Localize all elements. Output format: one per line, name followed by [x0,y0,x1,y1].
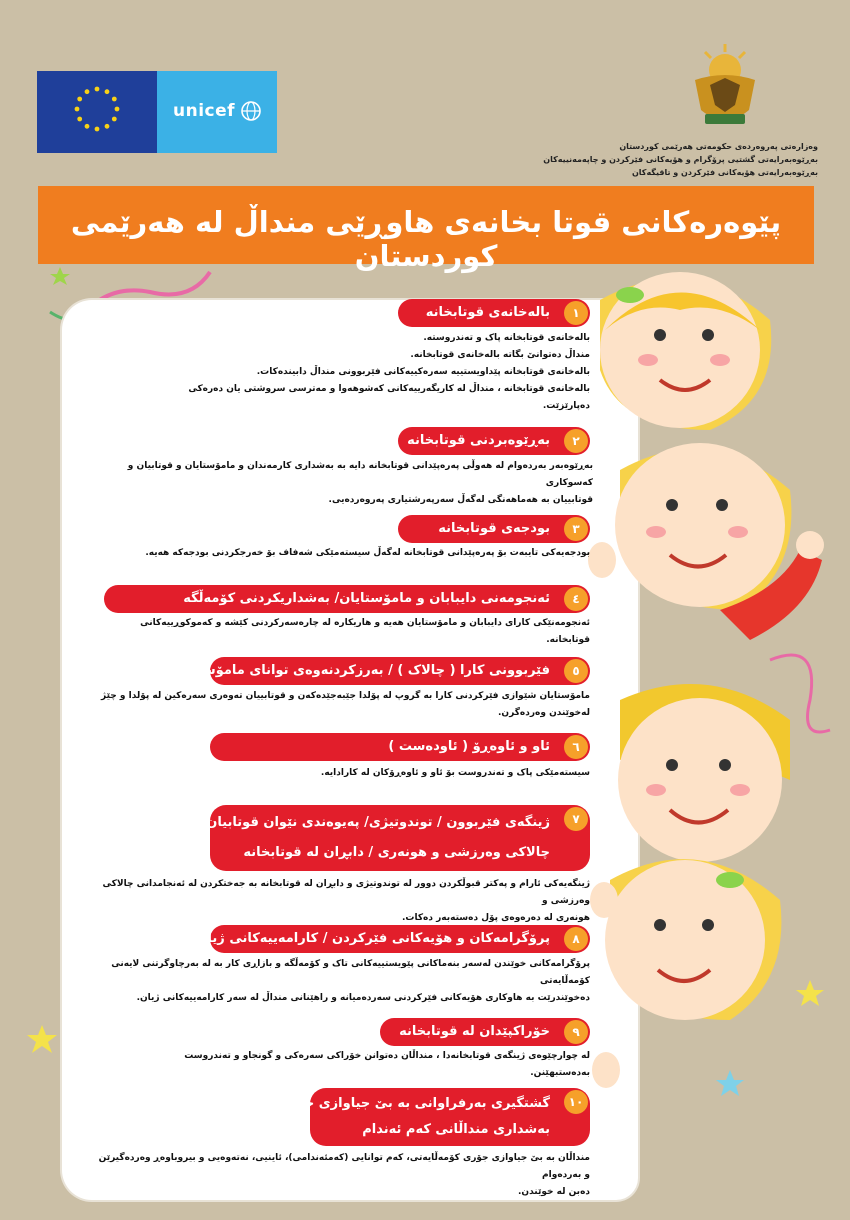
ministry-line: وەزارەتی پەروەردەی حکومەتی هەرێمی کوردستان [619,142,818,151]
section-title: ئەنجومەنی دایبابان و مامۆستایان/ بەشداریکردنی کۆمەڵگە [183,591,550,606]
title-banner [38,186,814,273]
ministry-text [498,140,818,179]
section-6-body [200,765,590,782]
unicef-globe-icon [240,100,262,122]
section-line: بودجەیەکی تایبەت بۆ پەرەپێدانی قوتابخانە لەگەڵ سیستەمێکی شەفاف بۆ خەرجکردنی بودجەکە هەیە. [145,548,590,558]
section-number-badge: ٦ [564,735,588,759]
kurdistan-emblem-icon [675,40,775,140]
unicef-logo [157,71,277,153]
section-7-header [201,805,590,871]
section-10-header [252,1088,590,1146]
partner-logos [37,71,277,153]
section-4-body [95,615,590,649]
section-2-body [95,458,593,509]
section-number-badge: ١ [564,301,588,325]
section-title: بەڕێوەبردنی قوتابخانە [407,433,550,448]
section-title: ژینگەی فێربوون / توندوتیژی/ پەیوەندی نێوان قوتابیان/ [201,815,550,830]
section-8-header [196,925,590,953]
section-3-body [120,545,590,562]
section-line: بالەخانەی قوتابخانە ، منداڵ لە کاریگەرییەکانی کەشوهەوا و مەترسی سروشتی یان دەرەکی دەپارێزێت. [188,384,590,411]
section-8-body [95,956,590,1007]
section-title: گشتگیری بەرفراوانی بە بێ جیاوازی جەندەری/ [252,1096,550,1111]
section-10-body [95,1150,590,1201]
section-9-header [380,1018,590,1046]
section-number-badge: ٥ [564,659,588,683]
section-number-badge: ٧ [564,807,588,831]
section-5-header [171,657,590,685]
section-number-badge: ٢ [564,429,588,453]
section-9-body [150,1048,590,1082]
section-3-header [398,515,590,543]
section-7-body [95,876,590,927]
section-line: منداڵان بە بێ جیاوازی جۆری کۆمەڵایەتی، کەم توانایی (کەمئەندامی)، ئاینیی، نەتەوەیی و بیروباوەڕ وەردەگیرێن و بەردەوام [98,1153,590,1180]
ministry-line: بەڕێوەبەرایەتی هۆیەکانی فێرکردن و تاقیگەکان [631,168,818,177]
section-line: هونەری لە دەرەوەی پۆل دەستەبەر دەکات. [401,913,590,923]
section-4-header [104,585,590,613]
section-number-badge: ٤ [564,587,588,611]
section-title-line2: چالاکی وەرزشی و هونەری / دابڕان لە قوتابخانە [243,845,550,860]
section-title: فێربوونی کارا ( چالاک ) / بەرزکردنەوەی توانای مامۆستایان [171,663,550,678]
section-title: ئاو و ئاوەڕۆ ( ئاودەست ) [388,739,550,754]
section-5-body [75,688,590,722]
section-title: پرۆگرامەکان و هۆیەکانی فێرکردن / کارامەییەکانی ژیان [196,931,550,946]
eu-flag-icon [37,71,157,153]
unicef-logo-text: unicef [173,101,236,121]
star-icon [22,1020,62,1080]
section-number-badge: ٣ [564,517,588,541]
section-line: ژینگەیەکی ئارام و پەکتر قبوڵکردن دوور لە توندوتیژی و دابڕان لە قوتابخانە بە جەختکردن لە ئەنجامدانی چالاکی وەرزشی و [102,879,590,906]
section-title: بالەخانەی قوتابخانە [425,305,550,320]
section-1-body [150,330,590,415]
cartoon-children-illustration [560,260,850,1220]
section-number-badge: ١٠ [564,1090,588,1114]
section-line: لە چوارچێوەی ژینگەی قوتابخانەدا ، منداڵان دەتوانن خۆراکی سەرەکی و گونجاو و تەندروست بەدەستبهێنن. [184,1051,590,1078]
section-line: دەخوێندرێت بە هاوکاری هۆیەکانی فێرکردنی سەردەمیانە و راهێنانی منداڵ لە سەر کارامەییەکانی ژیان. [136,993,590,1003]
section-line: بالەخانەی قوتابخانە پاک و تەندروستە. [423,333,590,343]
section-line: ئەنجومەنێکی کارای دایبابان و مامۆستایان هەیە و هاریکارە لە چارەسەرکردنی کێشە و کەموکوڕییەکانی قوتابخانە. [140,618,590,645]
section-title: بودجەی قوتابخانە [438,521,550,536]
section-number-badge: ٨ [564,927,588,951]
section-1-header [398,299,590,327]
section-line: دەبن لە خوێندن. [518,1187,590,1197]
ministry-line: بەڕێوەبەرایەتی گشتیی پرۆگرام و هۆیەکانی فێرکردن و چاپەمەنییەکان [543,155,818,164]
section-line: بەڕێوەبەر بەردەوام لە هەوڵی پەرەپێدانی قوتابخانە دایە بە بەشداری کارمەندان و مامۆستایان و قوتابیان و کەسوکاری [127,461,593,488]
section-2-header [398,427,590,455]
section-line: منداڵ دەتوانێ بگاتە بالەخانەی قوتابخانە. [410,350,590,360]
section-6-header [210,733,590,761]
section-line: بالەخانەی قوتابخانە پێداویستییە سەرەکییەکانی فێربوونی منداڵ دابیندەکات. [256,367,590,377]
section-title: خۆراکپێدان لە قوتابخانە [399,1024,550,1039]
section-line: سیستەمێکی پاک و تەندروست بۆ ئاو و ئاوەڕۆکان لە کارادایە. [320,768,590,778]
section-number-badge: ٩ [564,1020,588,1044]
page-title: پێوەرەکانی قوتا بخانەی هاوڕێی منداڵ لە هەرێمی کوردستان [70,205,782,273]
section-line: قوتابییان بە هەماهەنگی لەگەڵ سەرپەرشتیاری پەروەردەیی. [328,495,593,505]
section-title-line2: بەشداری منداڵانی کەم ئەندام [362,1122,550,1137]
section-line: مامۆستایان شێوازی فێرکردنی کارا بە گروپ لە پۆلدا جێبەجێدەکەن و قوتابییان تەوەری سەرەکین لە پۆلدا و چێژ لەخوێندن وەردەگرن. [100,691,590,718]
section-line: پرۆگرامەکانی خوێندن لەسەر بنەماکانی پێویستییەکانی تاک و کۆمەڵگە و بازاڕی کار بە لە بەرچاوگرتنی لایەنی کۆمەڵایەتی [111,959,590,986]
